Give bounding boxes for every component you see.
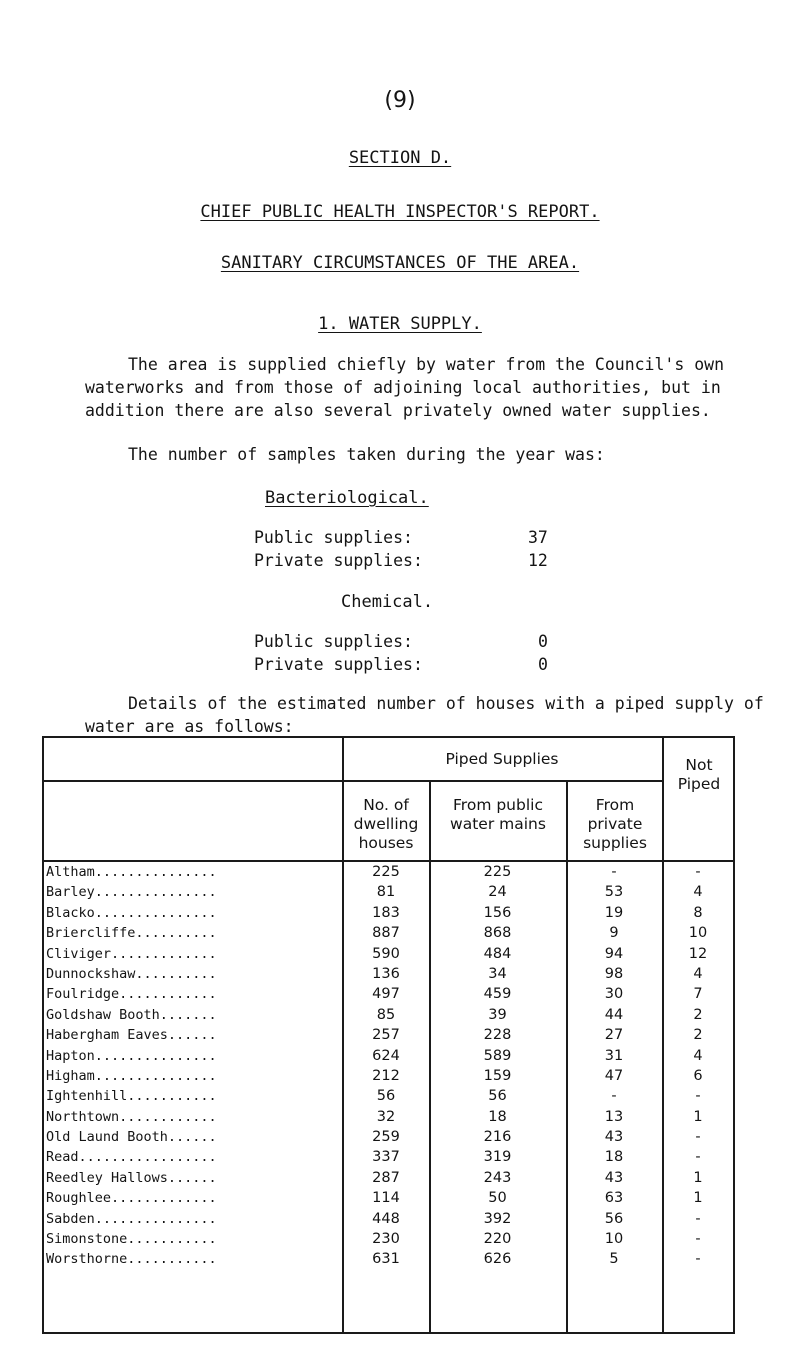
section-heading: SECTION D. (348, 148, 452, 168)
dwellings-cell: 230 (372, 1231, 400, 1248)
table-row (42, 923, 734, 943)
not-piped-cell: 12 (688, 945, 708, 962)
not-piped-cell: - (695, 1251, 701, 1268)
dwellings-cell: 259 (372, 1129, 400, 1146)
report-title: CHIEF PUBLIC HEALTH INSPECTOR'S REPORT. (200, 202, 600, 222)
not-piped-cell: 4 (693, 1047, 703, 1064)
private-supplies-cell: - (611, 864, 617, 880)
dwellings-cell: 212 (372, 1067, 400, 1084)
township-name: Roughlee............. (46, 1190, 217, 1207)
township-name: Simonstone........... (46, 1231, 217, 1248)
dwellings-cell: 183 (372, 904, 400, 921)
page-number: (9) (384, 88, 416, 113)
township-name: Hapton............... (46, 1047, 217, 1064)
table-row (42, 1127, 734, 1147)
chemical-heading: Chemical. (341, 592, 434, 612)
public-mains-cell: 392 (483, 1210, 512, 1227)
water-supply-table (42, 736, 734, 1334)
table-row (42, 862, 734, 882)
township-name: Blacko............... (46, 904, 217, 921)
public-mains-cell: 39 (488, 1006, 507, 1023)
dwellings-cell: 81 (376, 884, 396, 901)
township-name: Higham............... (46, 1067, 217, 1084)
not-piped-cell: 1 (693, 1108, 703, 1125)
public-mains-cell: 156 (483, 904, 512, 921)
public-mains-cell: 216 (483, 1129, 512, 1146)
table-row (42, 1107, 734, 1127)
table-row (42, 1046, 734, 1066)
table-row (42, 1025, 734, 1045)
table-row (42, 1005, 734, 1025)
not-piped-cell: 4 (693, 965, 703, 982)
public-mains-cell: 220 (483, 1231, 512, 1248)
township-name: Goldshaw Booth....... (46, 1006, 217, 1023)
township-name: Foulridge............ (46, 986, 217, 1003)
not-piped-cell: 8 (693, 904, 703, 921)
bact-public-value: 37 (528, 528, 548, 547)
dwellings-cell: 136 (372, 965, 400, 982)
private-supplies-cell: 5 (609, 1251, 619, 1268)
private-supplies-cell: 18 (604, 1149, 624, 1166)
public-mains-cell: 459 (483, 986, 512, 1003)
water-supply-heading: 1. WATER SUPPLY. (318, 314, 482, 334)
not-piped-cell: - (695, 1231, 701, 1248)
header-rule (42, 780, 662, 782)
public-mains-cell: 24 (488, 884, 507, 901)
dwellings-cell: 497 (372, 986, 400, 1003)
public-mains-cell: 243 (483, 1169, 512, 1186)
private-supplies-cell: 53 (604, 884, 624, 901)
public-mains-cell: 484 (483, 945, 512, 962)
public-mains-cell: 626 (483, 1251, 512, 1268)
private-supplies-cell: 27 (604, 1027, 624, 1044)
private-supplies-cell: 43 (604, 1129, 624, 1146)
public-mains-cell: 50 (488, 1190, 507, 1207)
private-supplies-cell: 9 (609, 925, 619, 942)
not-piped-cell: 1 (693, 1169, 703, 1186)
public-mains-cell: 319 (483, 1149, 512, 1166)
private-supplies-cell: 13 (604, 1108, 624, 1125)
dwellings-cell: 624 (372, 1047, 400, 1064)
table-row (42, 1209, 734, 1229)
dwellings-cell: 287 (372, 1169, 400, 1186)
table-row (42, 1168, 734, 1188)
table-row (42, 1249, 734, 1269)
not-piped-cell: 4 (693, 884, 703, 901)
not-piped-cell: - (695, 864, 701, 880)
public-mains-cell: 159 (483, 1067, 512, 1084)
township-name: Old Laund Booth...... (46, 1129, 217, 1146)
township-name: Read................. (46, 1149, 217, 1166)
not-piped-cell: - (695, 1149, 701, 1166)
not-piped-cell: 10 (688, 925, 708, 942)
details-paragraph: Details of the estimated number of houses with a piped supply of water are as follows: (85, 694, 764, 736)
samples-paragraph: The number of samples taken during the year was: (128, 445, 605, 464)
dwellings-cell: 225 (372, 864, 400, 880)
dwellings-cell: 590 (372, 945, 400, 962)
private-supplies-cell: 10 (604, 1231, 624, 1248)
township-name: Ightenhill........... (46, 1088, 217, 1105)
private-supplies-cell: 94 (604, 945, 624, 962)
township-name: Reedley Hallows...... (46, 1169, 217, 1186)
private-supplies-cell: 98 (604, 965, 624, 982)
not-piped-cell: 2 (693, 1027, 703, 1044)
private-supplies-cell: 30 (604, 986, 624, 1003)
dwellings-cell: 56 (376, 1088, 396, 1105)
chem-private-label: Private supplies: (254, 655, 423, 674)
township-name: Dunnockshaw.......... (46, 965, 217, 982)
dwellings-cell: 631 (372, 1251, 400, 1268)
table-row (42, 903, 734, 923)
private-supplies-cell: 31 (604, 1047, 624, 1064)
not-piped-cell: - (695, 1210, 701, 1227)
table-bottom-border (42, 1332, 734, 1334)
dwellings-cell: 114 (372, 1190, 400, 1207)
township-name: Northtown............ (46, 1108, 217, 1125)
public-mains-cell: 56 (488, 1088, 507, 1105)
dwellings-cell: 85 (376, 1006, 396, 1023)
township-name: Barley............... (46, 884, 217, 901)
dwellings-cell: 32 (376, 1108, 396, 1125)
township-name: Cliviger............. (46, 945, 217, 962)
township-name: Altham............... (46, 864, 217, 880)
table-row (42, 1147, 734, 1167)
table-row (42, 944, 734, 964)
intro-paragraph: The area is supplied chiefly by water from the Council's own waterworks and from those of adjoining local authorities, but in addition there are also several privately owned water supplies. (85, 355, 725, 420)
private-supplies-cell: 47 (604, 1067, 624, 1084)
dwellings-cell: 887 (372, 925, 400, 942)
dwellings-cell: 337 (372, 1149, 400, 1166)
table-top-border (42, 736, 734, 738)
piped-supplies-header: Piped Supplies (445, 750, 559, 768)
private-supplies-cell: - (611, 1088, 617, 1105)
bacteriological-heading: Bacteriological. (265, 488, 429, 508)
not-piped-cell: 1 (693, 1190, 703, 1207)
table-body (42, 862, 734, 1270)
table-row (42, 964, 734, 984)
township-name: Habergham Eaves...... (46, 1027, 217, 1044)
bact-private-label: Private supplies: (254, 551, 423, 570)
private-supplies-cell: 56 (604, 1210, 624, 1227)
bact-public-label: Public supplies: (254, 528, 413, 547)
not-piped-cell: - (695, 1088, 701, 1105)
not-piped-cell: 7 (693, 986, 703, 1003)
not-piped-cell: 6 (693, 1067, 703, 1084)
table-row (42, 882, 734, 902)
public-mains-cell: 868 (483, 925, 512, 942)
private-supplies-header: From private supplies (583, 796, 647, 852)
private-supplies-cell: 44 (604, 1006, 624, 1023)
private-supplies-cell: 43 (604, 1169, 624, 1186)
dwellings-cell: 257 (372, 1027, 400, 1044)
private-supplies-cell: 63 (604, 1190, 624, 1207)
township-name: Worsthorne........... (46, 1251, 217, 1268)
public-mains-cell: 228 (483, 1027, 512, 1044)
private-supplies-cell: 19 (604, 904, 624, 921)
public-mains-cell: 589 (483, 1047, 512, 1064)
public-mains-cell: 225 (483, 864, 512, 880)
public-mains-header: From public water mains (450, 796, 546, 833)
dwellings-cell: 448 (372, 1210, 400, 1227)
public-mains-cell: 18 (488, 1108, 507, 1125)
not-piped-header: Not Piped (677, 756, 721, 793)
chem-public-label: Public supplies: (254, 632, 413, 651)
bact-private-value: 12 (528, 551, 548, 570)
township-name: Briercliffe.......... (46, 925, 217, 942)
table-row (42, 1086, 734, 1106)
not-piped-cell: 2 (693, 1006, 703, 1023)
chem-public-value: 0 (538, 632, 548, 651)
chem-private-value: 0 (538, 655, 548, 674)
township-name: Sabden............... (46, 1210, 217, 1227)
table-row (42, 1188, 734, 1208)
public-mains-cell: 34 (488, 965, 507, 982)
table-row (42, 1066, 734, 1086)
report-subtitle: SANITARY CIRCUMSTANCES OF THE AREA. (220, 253, 580, 273)
table-row (42, 1229, 734, 1249)
table-row (42, 984, 734, 1004)
not-piped-cell: - (695, 1129, 701, 1146)
dwellings-header: No. of dwelling houses (353, 796, 419, 852)
